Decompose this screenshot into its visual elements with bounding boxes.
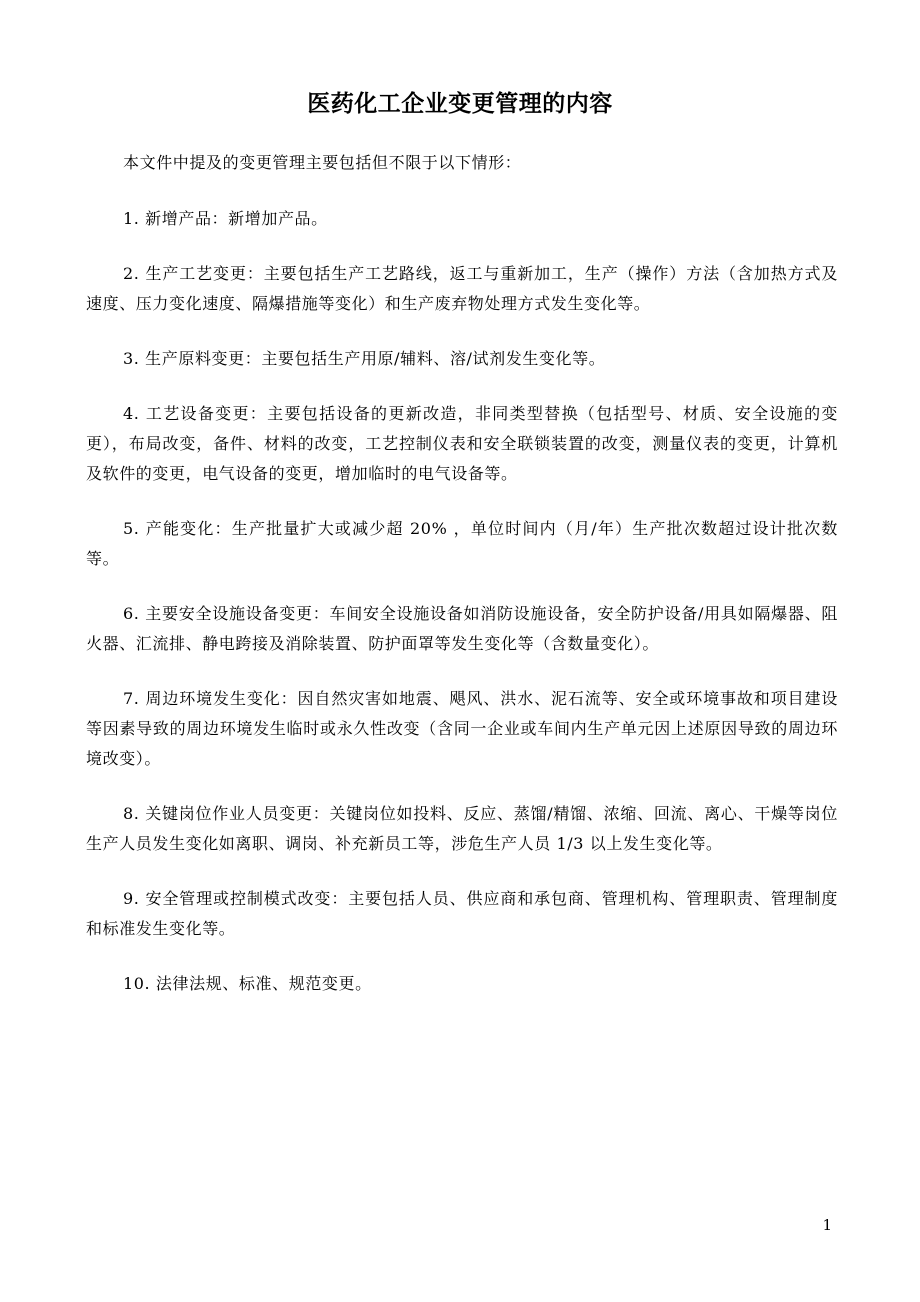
list-item-8: 8. 关键岗位作业人员变更：关键岗位如投料、反应、蒸馏/精馏、浓缩、回流、离心、干燥等岗位生产人员发生变化如离职、调岗、补充新员工等，涉危生产人员 1/3 以上发生变化等。 (86, 804, 838, 853)
list-item-7: 7. 周边环境发生变化：因自然灾害如地震、飓风、洪水、泥石流等、安全或环境事故和项目建设等因素导致的周边环境发生临时或永久性改变（含同一企业或车间内生产单元因上述原因导致的周边环境改变）。 (86, 689, 838, 768)
list-item-3: 3. 生产原料变更：主要包括生产用原/辅料、溶/试剂发生变化等。 (123, 349, 606, 368)
intro-paragraph: 本文件中提及的变更管理主要包括但不限于以下情形： (123, 153, 522, 172)
list-item-5: 5. 产能变化：生产批量扩大或减少超 20% ，单位时间内（月/年）生产批次数超过设计批次数等。 (86, 519, 838, 568)
page-number: 1 (822, 1216, 832, 1234)
list-item-10: 10. 法律法规、标准、规范变更。 (123, 974, 372, 993)
list-item-1: 1. 新增产品：新增加产品。 (123, 209, 328, 228)
list-item-6: 6. 主要安全设施设备变更：车间安全设施设备如消防设施设备，安全防护设备/用具如隔爆器、阻火器、汇流排、静电跨接及消除装置、防护面罩等发生变化等（含数量变化）。 (86, 604, 838, 653)
document-title: 医药化工企业变更管理的内容 (307, 90, 613, 117)
list-item-9: 9. 安全管理或控制模式改变：主要包括人员、供应商和承包商、管理机构、管理职责、管理制度和标准发生变化等。 (86, 889, 838, 938)
list-item-2: 2. 生产工艺变更：主要包括生产工艺路线，返工与重新加工，生产（操作）方法（含加热方式及速度、压力变化速度、隔爆措施等变化）和生产废弃物处理方式发生变化等。 (86, 264, 838, 313)
document-body (86, 148, 838, 1024)
list-item-4: 4. 工艺设备变更：主要包括设备的更新改造，非同类型替换（包括型号、材质、安全设施的变更），布局改变，备件、材料的改变，工艺控制仪表和安全联锁装置的改变，测量仪表的变更，计算机及软件的变更，电气设备的变更，增加临时的电气设备等。 (86, 404, 838, 483)
